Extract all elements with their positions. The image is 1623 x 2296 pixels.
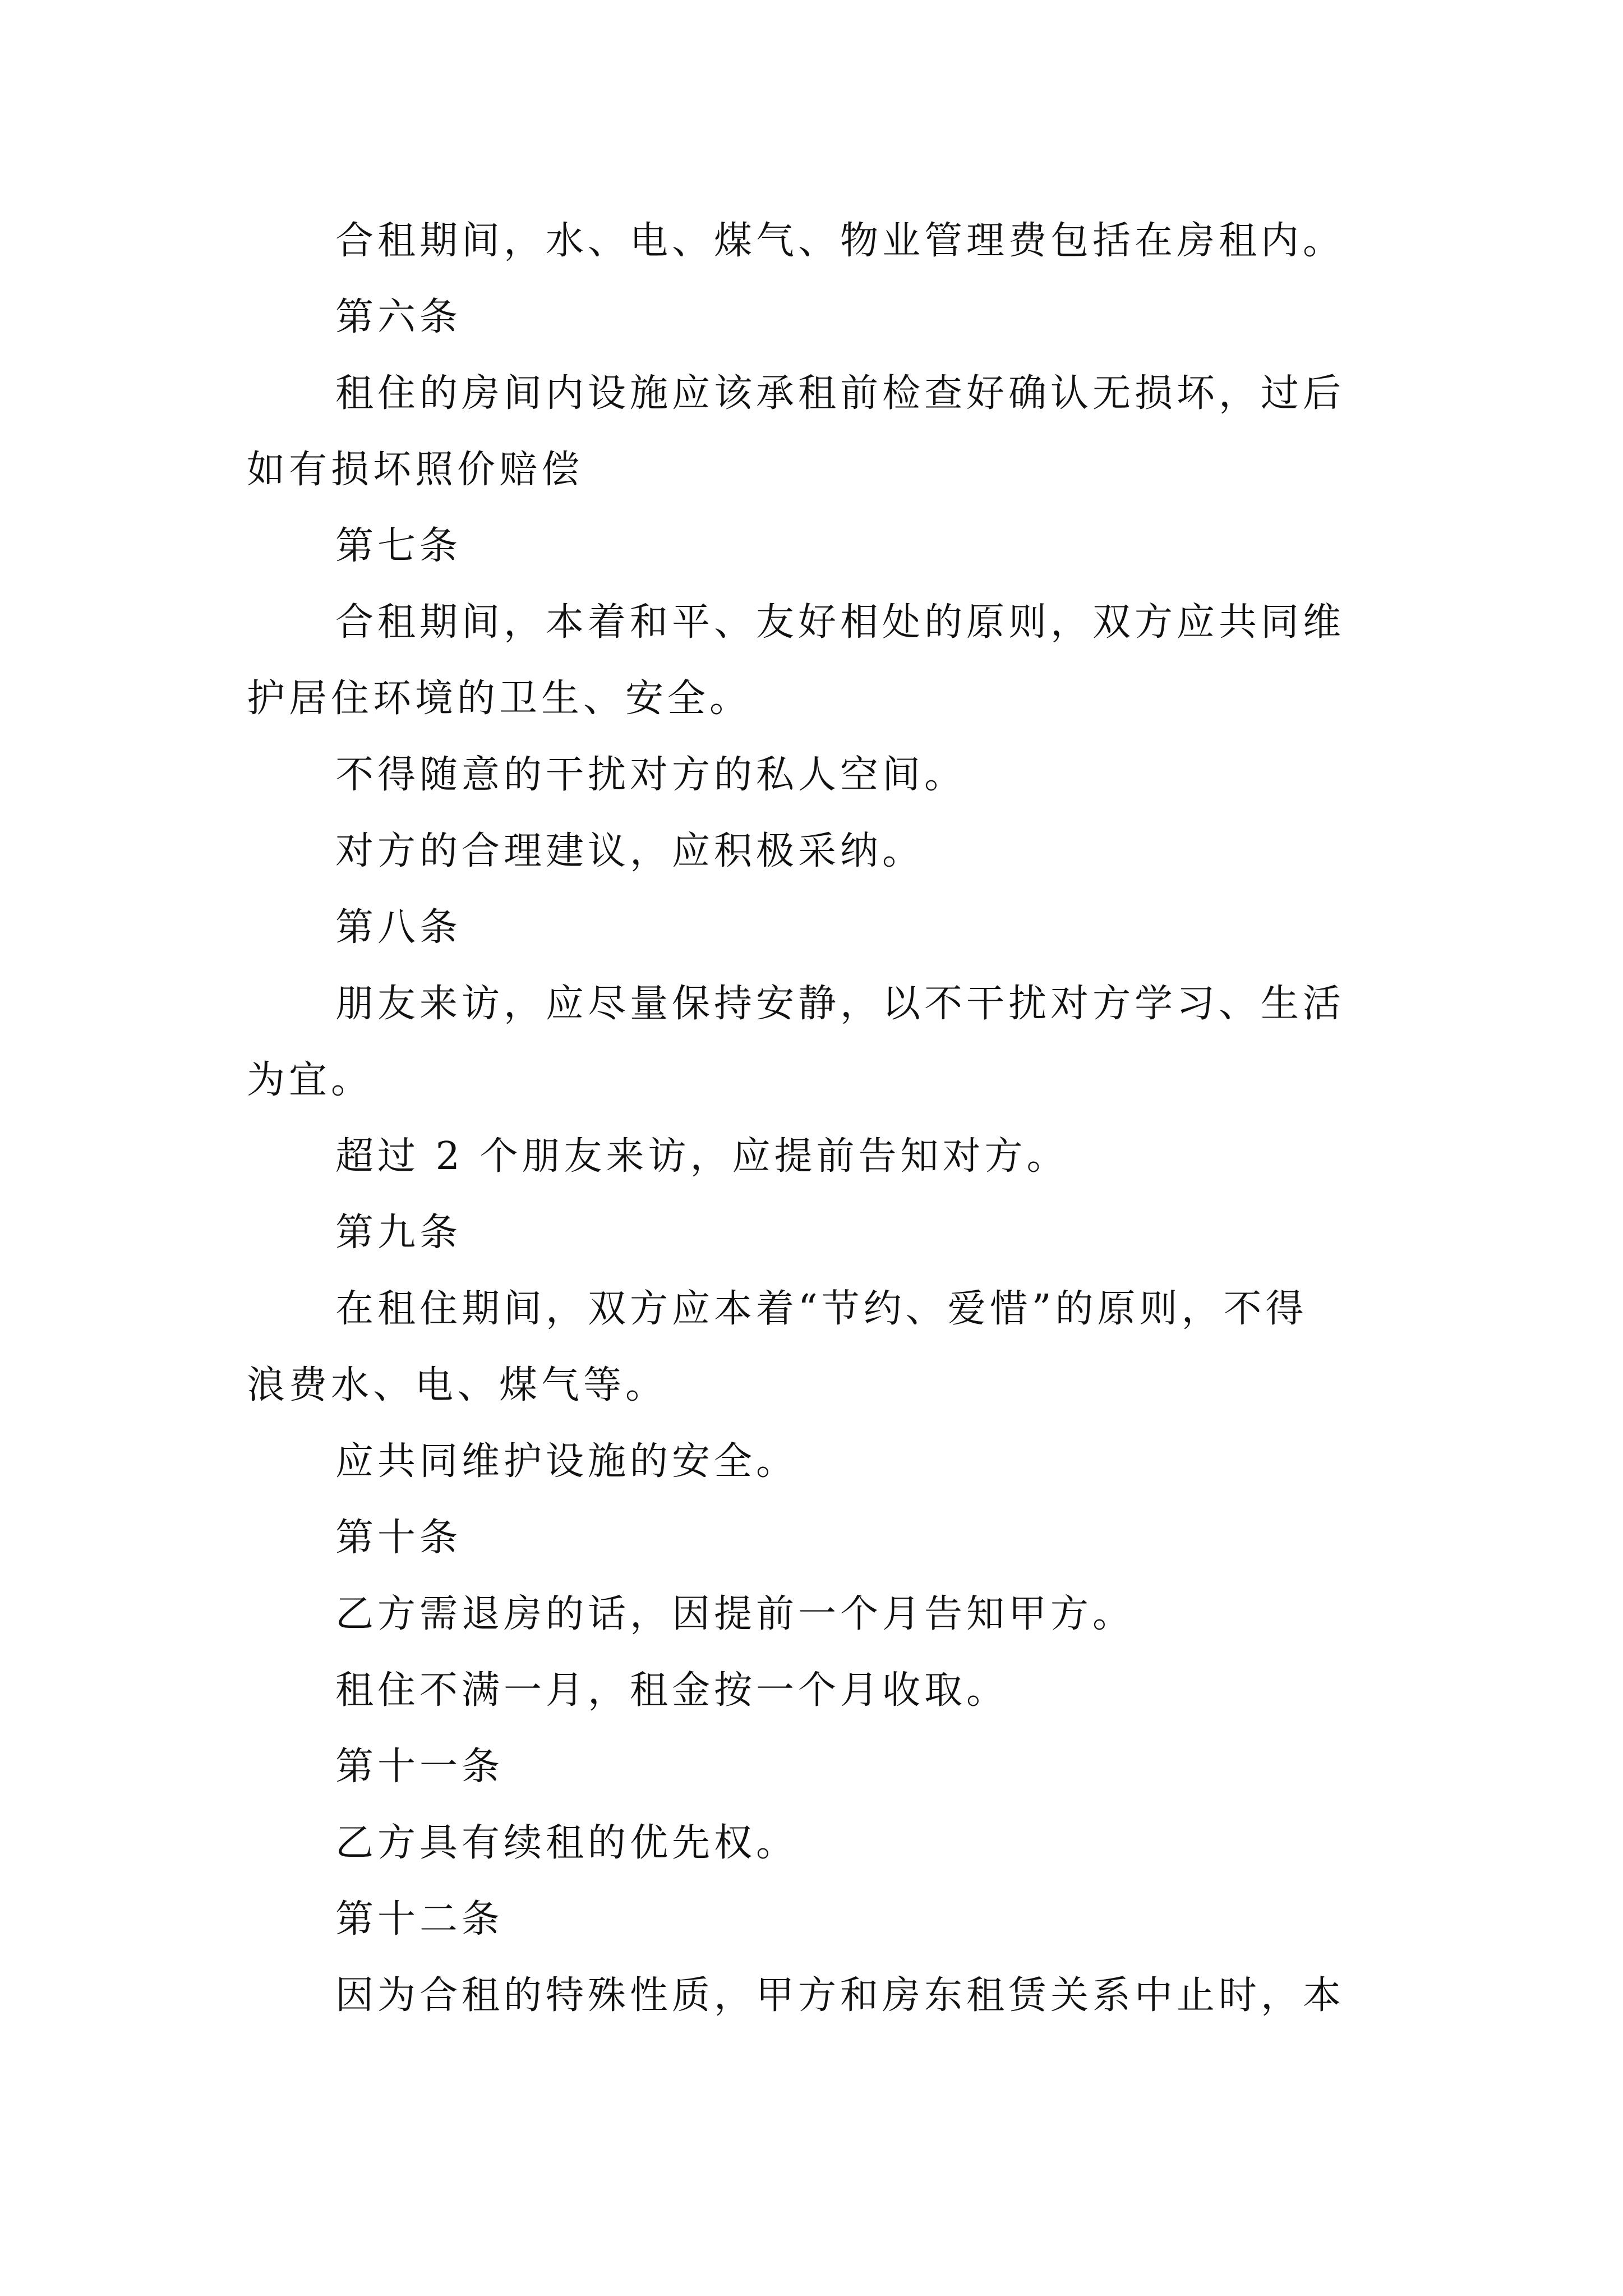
article-heading-6: 第六条 (335, 295, 462, 339)
paragraph-line-water-electricity: 合租期间，水、电、煤气、物业管理费包括在房租内。 (335, 219, 1345, 263)
paragraph-line-suggestions: 对方的合理建议，应积极采纳。 (335, 829, 925, 873)
paragraph-line-visitors-end: 为宜。 (247, 1058, 374, 1102)
paragraph-line-saving-end: 浪费水、电、煤气等。 (247, 1363, 668, 1407)
article-heading-7: 第七条 (335, 524, 462, 568)
paragraph-line-hygiene-safety: 护居住环境的卫生、安全。 (247, 677, 752, 721)
paragraph-line-saving: 在租住期间，双方应本着“节约、爱惜”的原则，不得 (335, 1287, 1308, 1331)
paragraph-line-privacy: 不得随意的干扰对方的私人空间。 (335, 753, 967, 797)
paragraph-line-termination: 因为合租的特殊性质，甲方和房东租赁关系中止时，本 (335, 1973, 1345, 2018)
paragraph-line-renewal-priority: 乙方具有续租的优先权。 (335, 1821, 799, 1865)
paragraph-line-cooperation: 合租期间，本着和平、友好相处的原则，双方应共同维 (335, 600, 1345, 645)
paragraph-line-move-out: 乙方需退房的话，因提前一个月告知甲方。 (335, 1592, 1135, 1636)
paragraph-line-compensation: 如有损坏照价赔偿 (247, 448, 584, 492)
article-heading-9: 第九条 (335, 1211, 462, 1255)
article-heading-11: 第十一条 (335, 1745, 504, 1789)
article-heading-8: 第八条 (335, 905, 462, 950)
paragraph-line-visitors: 朋友来访，应尽量保持安静，以不干扰对方学习、生活 (335, 982, 1345, 1026)
article-heading-12: 第十二条 (335, 1897, 504, 1941)
paragraph-line-facility-safety: 应共同维护设施的安全。 (335, 1439, 799, 1484)
paragraph-line-rent-charge: 租住不满一月，租金按一个月收取。 (335, 1668, 1009, 1713)
article-heading-10: 第十条 (335, 1516, 462, 1560)
paragraph-line-room-facilities: 租住的房间内设施应该承租前检查好确认无损坏，过后 (335, 371, 1345, 416)
paragraph-line-visitor-notice: 超过 2 个朋友来访，应提前告知对方。 (335, 1134, 1069, 1179)
